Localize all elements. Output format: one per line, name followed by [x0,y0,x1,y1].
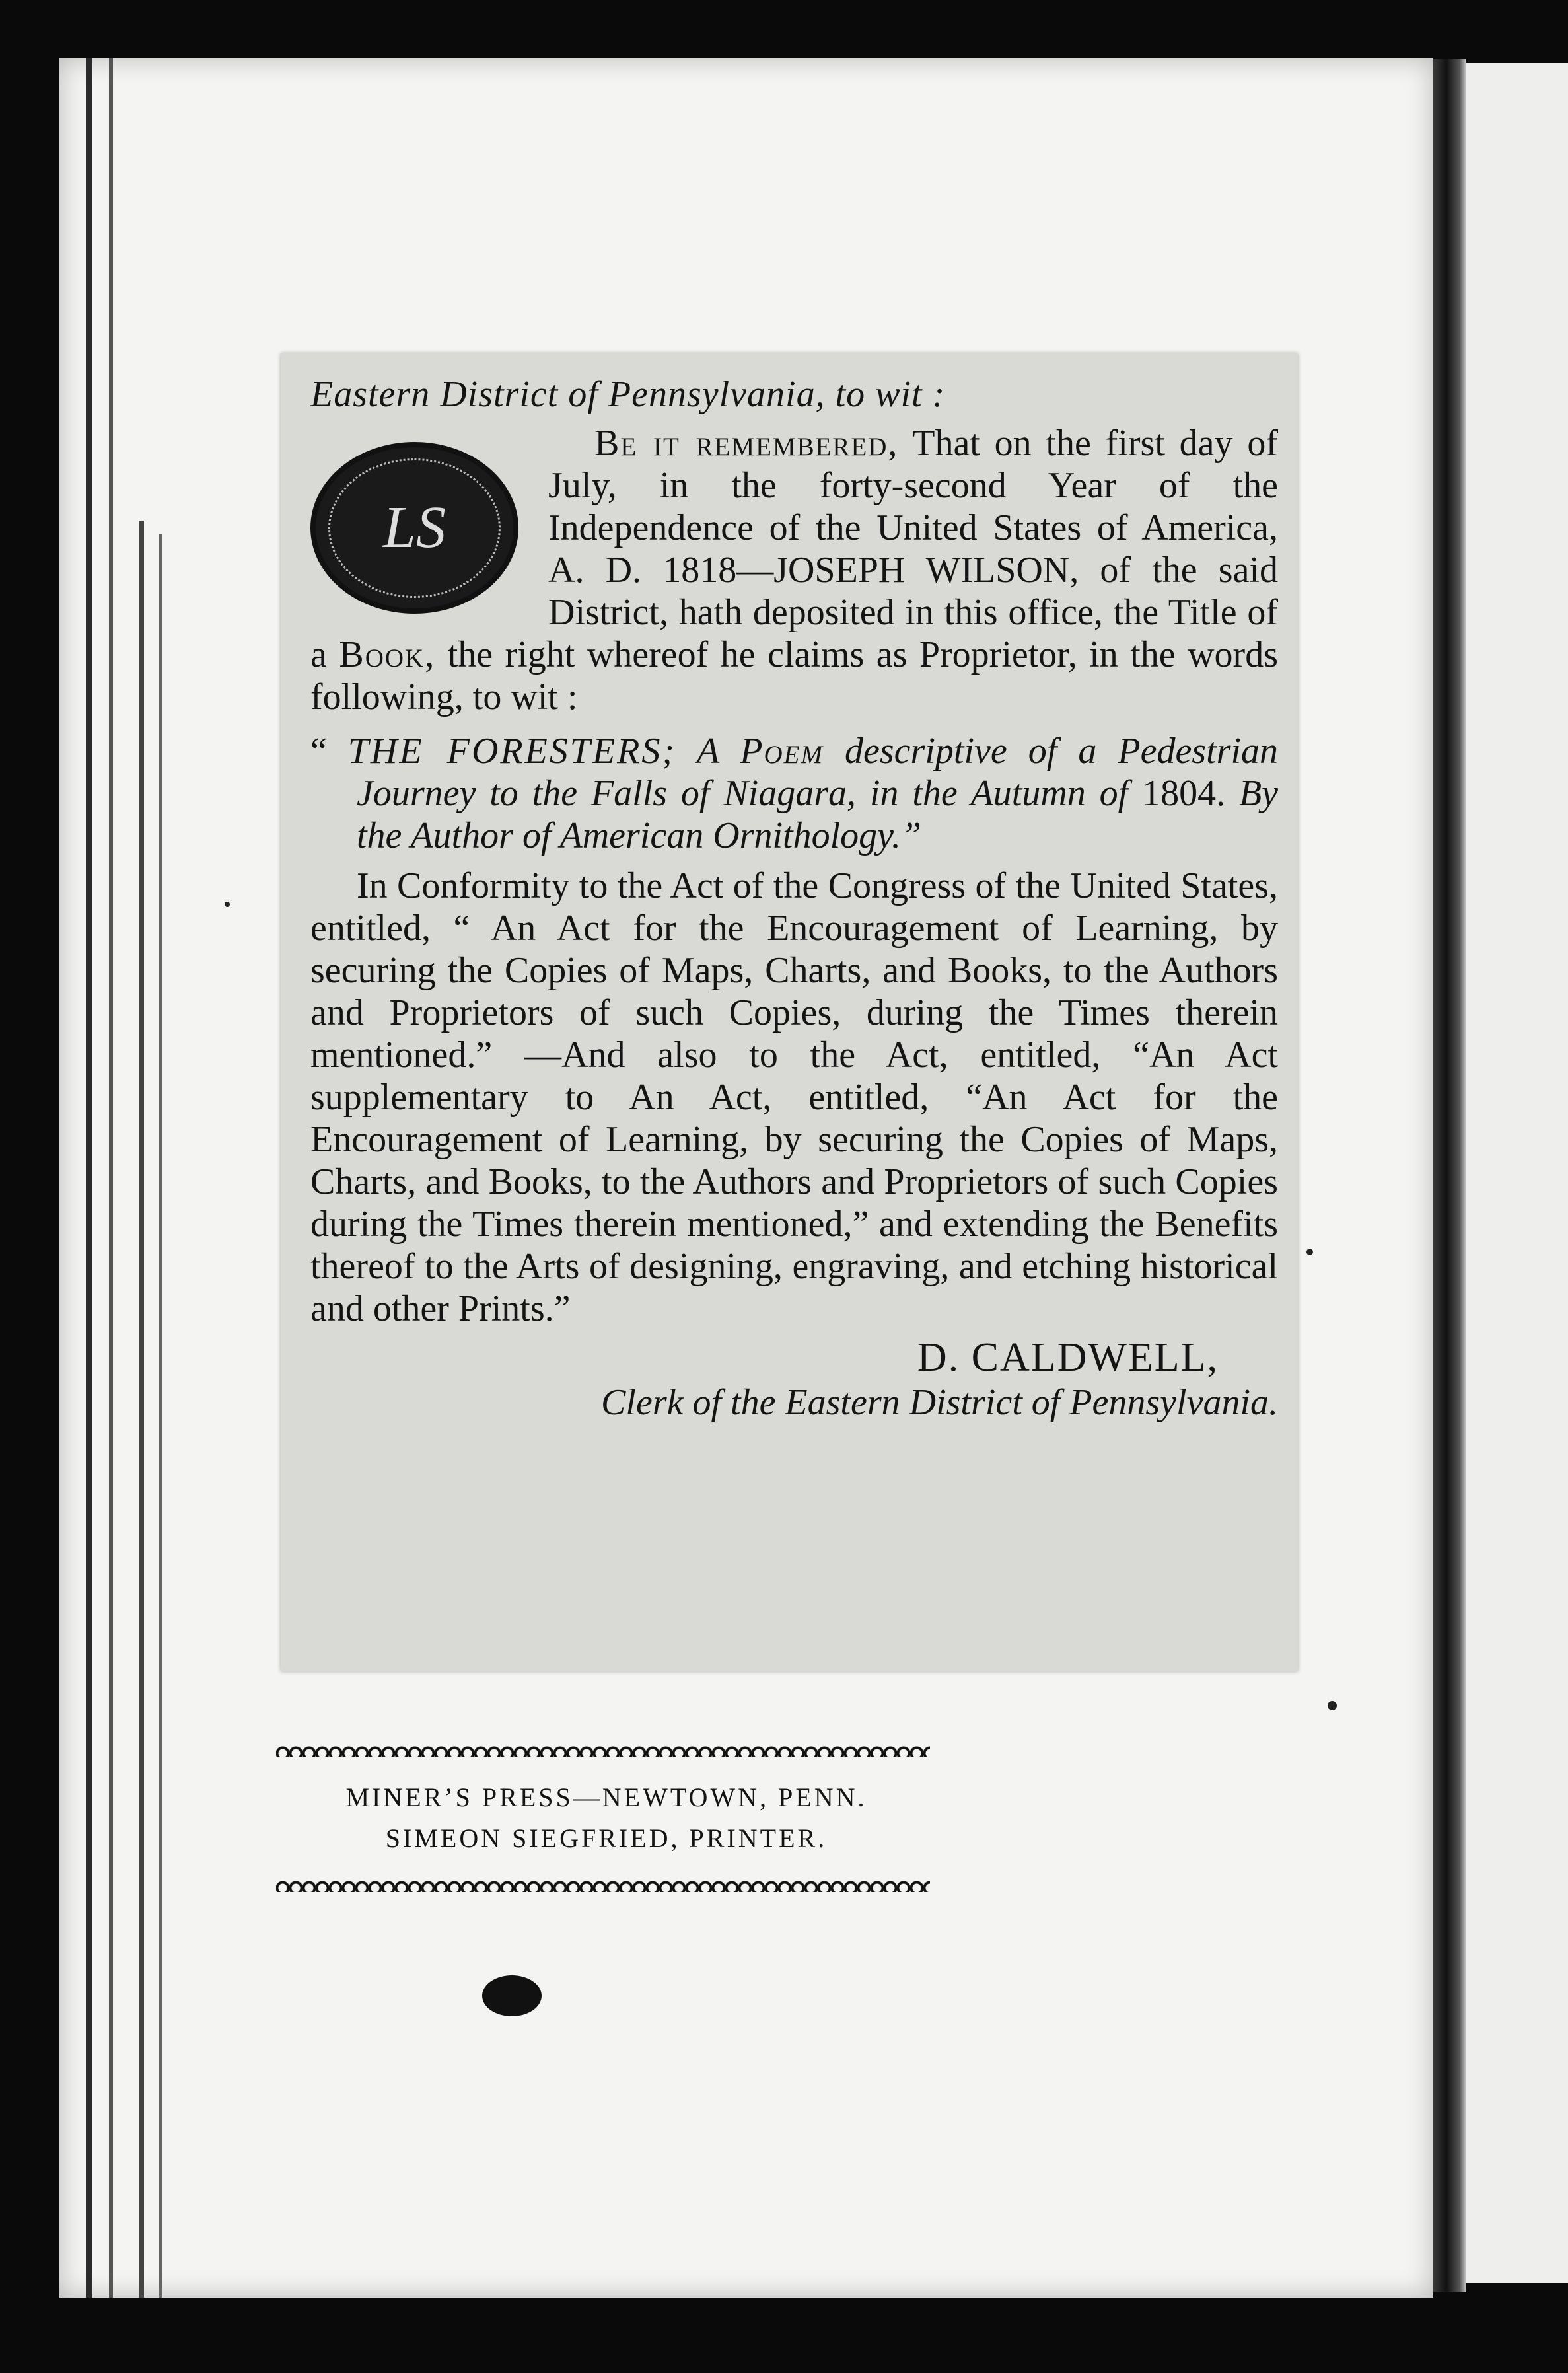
facing-page-edge [1466,63,1568,2283]
title-poem: Poem [740,731,824,772]
title-foresters: THE FORESTERS; [347,731,677,772]
ink-speck [1328,1701,1337,1710]
be-it-remembered: Be it remembered, [594,423,899,464]
printer-press-line: MINER’S PRESS—NEWTOWN, PENN. [345,1782,867,1812]
title-year: 1804. [1142,773,1226,814]
conformity-paragraph: In Conformity to the Act of the Congress of the United States, entitled, “ An Act for the Encouragement of Learning, by securing the Copies of Maps, Charts, and Books, to the Authors and Proprietors of such Copies, during the Times therein mentioned.” —And also to the Act, entitled, “An Act supplementary to An Act, entitled, “An Act for the Encouragement of Learning, by securing the Copies of Maps, Charts, and Books, to the Authors and Proprietors of such Copies during the Times therein mentioned,” and extending the Benefits thereof to the Arts of designing, engraving, and etching historical and other Prints.” [310,865,1278,1329]
wavy-rule-top [276,1744,930,1757]
page-edge-line [86,58,92,2298]
copyright-notice [310,373,1278,1424]
printer-name-line: SIMEON SIEGFRIED, PRINTER. [385,1823,828,1853]
page-edge-line [109,58,113,2298]
ink-speck [225,902,230,907]
opening-text-end: the right whereof he claims as Proprietor, in the words following, to wit : [310,634,1278,717]
district-header: Eastern District of Pennsylvania, to wit : [310,374,946,415]
copyright-slip [281,353,1298,1671]
signer-name: D. CALDWELL, [917,1335,1219,1380]
opening-text: That on the first day of July, in the forty-second Year of the Independence of the United States of America, A. D. 1818—JOSEPH WILSON, of the said District, hath deposited in this office, the Title of a [310,423,1278,675]
title-open-quote: “ [310,731,327,772]
district-seal-icon [310,442,518,614]
book-title [310,730,1278,857]
page-edge-line [139,521,144,2298]
book-gutter [1433,59,1466,2292]
seal-container [310,442,535,634]
title-a: A [697,731,719,772]
wavy-rule-bottom [276,1879,930,1892]
title-by: By the Author of American Ornithology.” [357,773,1279,856]
book-word: Book, [339,634,436,675]
printer-colophon [276,1744,937,1892]
title-rest: descriptive of a Pedestrian Journey to the Falls of Niagara, in the Autumn of [357,731,1279,814]
clerk-title: Clerk of the Eastern District of Pennsylvania. [601,1382,1278,1423]
ink-blot [482,1975,542,2016]
seal-monogram: LS [328,458,501,598]
page-edge-line [159,534,162,2298]
ink-speck [1306,1249,1313,1255]
